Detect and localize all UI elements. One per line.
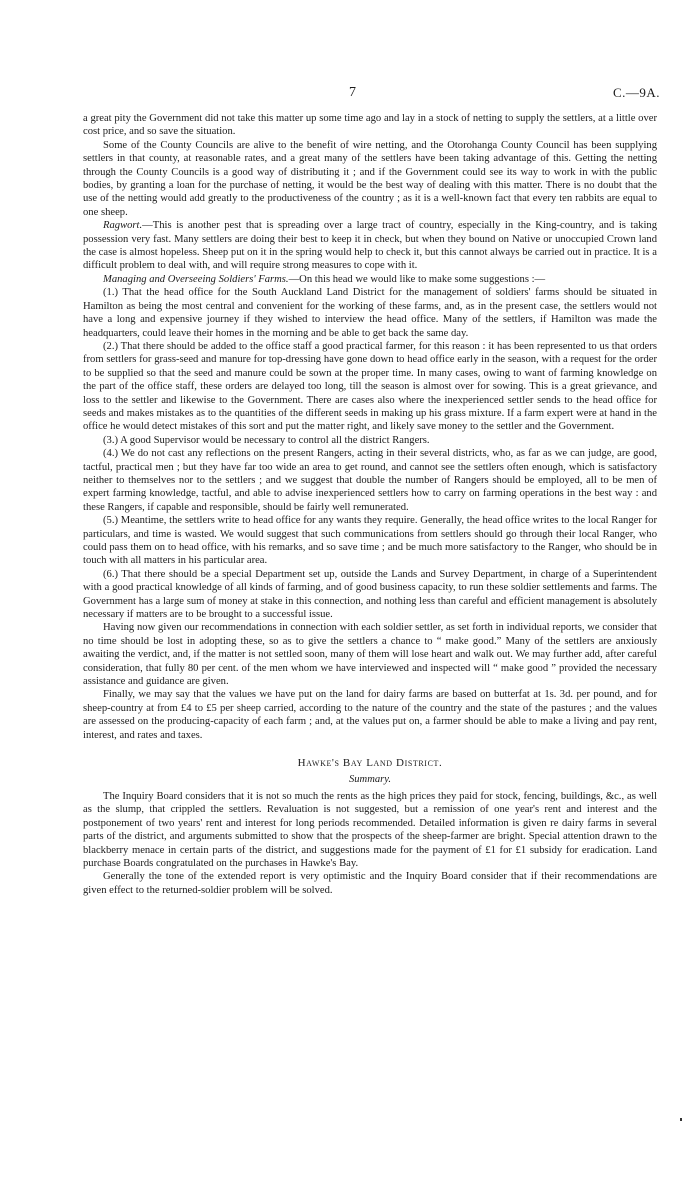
paragraph-text: Generally the tone of the extended report is very optimistic and the Inquiry Board consider that if their recommendations are given effect to the returned-soldier problem will be solved. bbox=[83, 871, 657, 896]
paragraph bbox=[83, 514, 657, 568]
paragraph-text: Having now given our recommendations in connection with each soldier settler, as set forth in individual reports, we consider that no time should be lost in adopting these, so as to give the settlers a chance to “ make good.” Many of the settlers are anxiously awaiting the verdict, and, if the matter is not settled soon, many of them will lose heart and walk out. We may further add, after careful consideration, that fully 80 per cent. of the men whom we have interviewed and inspected will “ make good ” provided the necessary assistance and guidance are given. bbox=[83, 622, 657, 688]
margin-mark bbox=[680, 1118, 682, 1121]
paragraph-lead: Managing and Overseeing Soldiers' Farms. bbox=[103, 273, 289, 285]
page-header bbox=[0, 86, 700, 106]
paragraph-text: (5.) Meantime, the settlers write to head office for any wants they require. Generally, the head office writes to the local Ranger for particulars, and time is wasted. We would suggest that such communications from settlers should go through their local Ranger, who could pass them on to head office, with his remarks, and so save time ; and be much more satisfactory to the Ranger, who should be in touch with all matters in his particular area. bbox=[83, 515, 657, 567]
paragraph bbox=[83, 219, 657, 273]
paragraph-text: (2.) That there should be added to the office staff a good practical farmer, for this reason : it has been represented to us that orders from settlers for grass-seed and manure for top-dressing have gone down to head office early in the season, with a request for the order to be supplied so that the seed and manure could be sown at the proper time. In many cases, owing to want of farming knowledge on the part of the office staff, these orders are delayed too long, till the season is almost over for sowing. This is a great grievance, and loss to the settler and likewise to the Government. There are cases also where the inexperienced settler sends to the head office for seeds and makes mistakes as to the quantities of the different seeds in making up his grass mixture. If a farm expert were at hand in the office he would detect mistakes of this sort and put the matter right, and likely save money to the settler and the Government. bbox=[83, 340, 657, 433]
section-heading: Hawke's Bay Land District. bbox=[297, 757, 443, 770]
paragraph-text: The Inquiry Board considers that it is not so much the rents as the high prices they paid for stock, fencing, buildings, &c., as well as the slump, that crippled the settlers. Revaluation is not suggested, but a remission of one year's rent and interest and the postponement of two years' rent and interest for long periods recommended. Detailed information is given re dairy farms in several parts of the district, and arguments submitted to show that the prospects of the sheep-farmer are bright. Special attention drawn to the blackberry menace in certain parts of the district, and suggestions made for the payment of £1 for £1 subsidy for eradication. Land purchase Boards congratulated on the purchases in Hawke's Bay. bbox=[83, 790, 657, 869]
paragraph bbox=[83, 112, 657, 139]
paragraph bbox=[83, 273, 657, 286]
paragraph-text: —On this head we would like to make some suggestions :— bbox=[288, 273, 546, 285]
page-number: 7 bbox=[349, 85, 356, 100]
paragraph-text: a great pity the Government did not take this matter up some time ago and lay in a stock of netting to supply the settlers, at a little over cost price, and so save the situation. bbox=[83, 113, 657, 138]
paragraph bbox=[83, 790, 657, 870]
paragraph bbox=[83, 870, 657, 897]
paragraph bbox=[83, 621, 657, 688]
paragraph-text: (4.) We do not cast any reflections on the present Rangers, acting in their several districts, who, as far as we can judge, are good, tactful, practical men ; but they have far too wide an area to get round, and cannot see the settlers often enough, which is satisfactory neither to themselves nor to the settlers ; and we suggest that double the number of Rangers should be employed, all to be men of expert farming knowledge, tactful, and able to advise inexperienced settlers how to carry on farming operations in the best way : and these Rangers, if capable and responsible, should be fairly well remunerated. bbox=[83, 448, 657, 513]
paragraph bbox=[83, 447, 657, 514]
paragraph bbox=[83, 568, 657, 622]
paragraph bbox=[83, 434, 657, 447]
section-paragraph-list bbox=[83, 790, 657, 897]
paragraph-lead: Ragwort. bbox=[103, 220, 143, 232]
document-reference: C.—9A. bbox=[612, 85, 660, 100]
paragraph bbox=[83, 139, 657, 219]
paragraph-text: Some of the County Councils are alive to the benefit of wire netting, and the Otorohanga County Council has been supplying settlers in that county, at reasonable rates, and a great many of the settlers have been taking advantage of this. Getting the netting through the County Councils is a good way of distributing it ; and if the Government could see its way to work in with the public bodies, by granting a loan for the purchase of netting, it would be the best way of dealing with this matter. There is no doubt that the use of the netting would add greatly to the productiveness of the country ; as it is a well-known fact that every ten rabbits are equal to one sheep. bbox=[83, 139, 657, 218]
paragraph-text: (3.) A good Supervisor would be necessary to control all the district Rangers. bbox=[103, 434, 430, 446]
paragraph-text: Finally, we may say that the values we have put on the land for dairy farms are based on butterfat at 1s. 3d. per pound, and for sheep-country at from £4 to £5 per sheep carried, according to the nature of the country and the state of the pastures ; and the values are assessed on the producing-capacity of each farm ; and, at the values put on, a farmer should be able to make a living and pay rent, interest, and rates and taxes. bbox=[83, 689, 657, 741]
paragraph bbox=[83, 688, 657, 742]
paragraph-text: —This is another pest that is spreading over a large tract of country, especially in the King-country, and is taking possession very fast. Many settlers are doing their best to keep it in check, but when they bound on Native or unoccupied Crown land the case is almost hopeless. Sheep put on it in the spring would help to check it, but this cannot always be carried out in practice. It is a difficult problem to deal with, and will require strong measures to cope with it. bbox=[83, 220, 657, 272]
paragraph bbox=[83, 286, 657, 340]
paragraph-text: (1.) That the head office for the South Auckland Land District for the management of soldiers' farms should be situated in Hamilton as being the most central and convenient for the working of these farms, and, as in the present case, the settlers would not have a long and expensive journey if they wished to interview the head office. Many of the settlers, if Hamilton was made the headquarters, could leave their homes in the morning and be able to get back the same day. bbox=[83, 287, 657, 339]
paragraph-list bbox=[83, 112, 657, 742]
document-body bbox=[83, 112, 657, 897]
section-subheading: Summary. bbox=[348, 773, 392, 785]
paragraph bbox=[83, 340, 657, 434]
paragraph-text: (6.) That there should be a special Department set up, outside the Lands and Survey Department, in charge of a Superintendent with a good practical knowledge of all kinds of farming, and of good business capacity, to run these soldier settlements and farms. The Government has a large sum of money at stake in this connection, and nothing less than careful and efficient management is absolutely necessary if matters are to be brought to a successful issue. bbox=[83, 568, 657, 621]
